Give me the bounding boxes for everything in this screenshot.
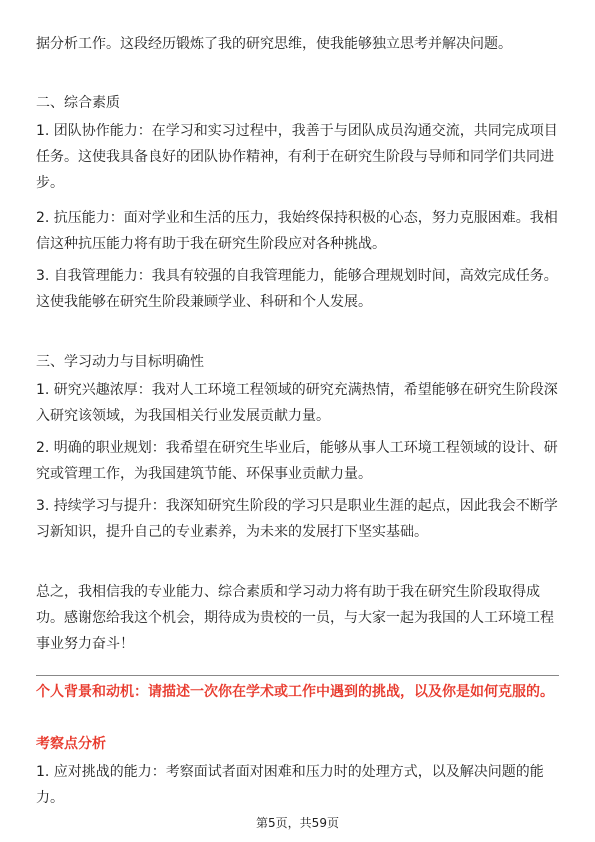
section3-item-1: 1. 研究兴趣浓厚：我对人工环境工程领域的研究充满热情，希望能够在研究生阶段深入研究该领域，为我国相关行业发展贡献力量。	[36, 382, 558, 424]
analysis-heading: 考察点分析	[36, 736, 106, 752]
section2-heading: 二、综合素质	[36, 95, 120, 111]
intro-tail-paragraph: 据分析工作。这段经历锻炼了我的研究思维，使我能够独立思考并解决问题。	[36, 36, 512, 52]
question-text: 个人背景和动机：请描述一次你在学术或工作中遇到的挑战，以及你是如何克服的。	[36, 684, 554, 700]
section3-heading: 三、学习动力与目标明确性	[36, 354, 204, 370]
section3-item-2: 2. 明确的职业规划：我希望在研究生毕业后，能够从事人工环境工程领域的设计、研究或管理工作，为我国建筑节能、环保事业贡献力量。	[36, 440, 558, 482]
section2-item-1: 1. 团队协作能力：在学习和实习过程中，我善于与团队成员沟通交流，共同完成项目任务。这使我具备良好的团队协作精神，有利于在研究生阶段与导师和同学们共同进步。	[36, 123, 558, 191]
analysis-item-1: 1. 应对挑战的能力：考察面试者面对困难和压力时的处理方式，以及解决问题的能力。	[36, 764, 544, 806]
divider-line	[36, 675, 559, 676]
section3-item-3: 3. 持续学习与提升：我深知研究生阶段的学习只是职业生涯的起点，因此我会不断学习新知识，提升自己的专业素养，为未来的发展打下坚实基础。	[36, 498, 558, 540]
page-footer: 第5页，共59页	[256, 816, 339, 830]
conclusion-paragraph: 总之，我相信我的专业能力、综合素质和学习动力将有助于我在研究生阶段取得成功。感谢您给我这个机会，期待成为贵校的一员，与大家一起为我国的人工环境工程事业努力奋斗！	[36, 584, 554, 652]
section2-item-2: 2. 抗压能力：面对学业和生活的压力，我始终保持积极的心态，努力克服困难。我相信这种抗压能力将有助于我在研究生阶段应对各种挑战。	[36, 210, 558, 252]
section2-item-3: 3. 自我管理能力：我具有较强的自我管理能力，能够合理规划时间，高效完成任务。这使我能够在研究生阶段兼顾学业、科研和个人发展。	[36, 268, 558, 310]
